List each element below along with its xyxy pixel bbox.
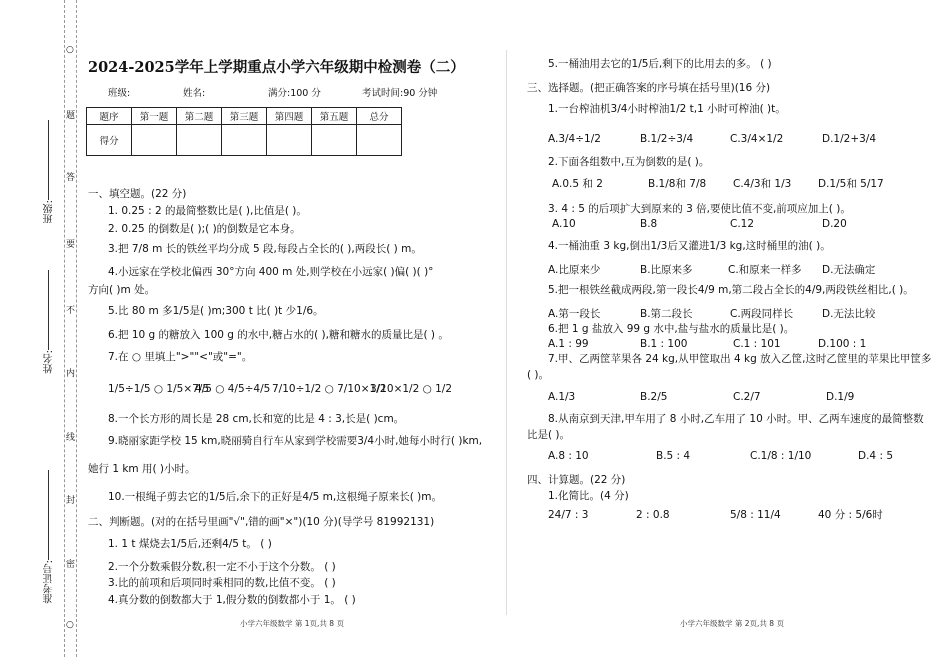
question-text: 2.下面各组数中,互为倒数的是( )。 — [548, 156, 710, 168]
question-text: 6.把 1 g 盐放入 99 g 水中,盐与盐水的质量比是( )。 — [548, 323, 795, 335]
option: C.3/4×1/2 — [730, 133, 784, 145]
seal-char: 密 — [66, 560, 76, 570]
full-score: 满分:100 分 — [268, 88, 321, 99]
seal-char: 要 — [66, 240, 76, 250]
option: D.100 : 1 — [818, 338, 867, 350]
question-text: ( )。 — [527, 369, 550, 381]
seal-circle-top: ○ — [66, 45, 74, 55]
score-cell[interactable] — [177, 125, 222, 156]
score-row-label: 得分 — [87, 125, 132, 156]
compare-item: 4/5 ○ 4/5÷4/5 — [195, 383, 271, 395]
question-text: 7.甲、乙两筐苹果各 24 kg,从甲筐取出 4 kg 放入乙筐,这时乙筐里的苹果比甲筐多 — [548, 353, 932, 365]
option: C.两段同样长 — [730, 308, 794, 320]
score-header: 第四题 — [267, 108, 312, 125]
class-underline — [48, 120, 49, 200]
option: C.1/8 : 1/10 — [750, 450, 812, 462]
section-4-heading: 四、计算题。(22 分) — [527, 474, 626, 486]
question-text: 9.晓丽家距学校 15 km,晓丽骑自行车从家到学校需要3/4小时,她每小时行( )km, — [108, 435, 483, 447]
option: D.无法确定 — [822, 264, 876, 276]
option: B.1 : 100 — [640, 338, 688, 350]
calc-item: 24/7 : 3 — [548, 509, 589, 521]
option: D.4 : 5 — [858, 450, 893, 462]
option: C.1 : 101 — [733, 338, 781, 350]
question-text: 1.一台榨油机3/4小时榨油1/2 t,1 小时可榨油( )t。 — [548, 103, 786, 115]
option: B.5 : 4 — [656, 450, 691, 462]
id-underline — [48, 470, 49, 560]
calc-item: 5/8 : 11/4 — [730, 509, 781, 521]
question-text: 7.在 ○ 里填上">""<"或"="。 — [108, 351, 253, 363]
name-field-label: 姓名: — [183, 88, 206, 99]
question-text: 3. 4 : 5 的后项扩大到原来的 3 倍,要使比值不变,前项应加上( )。 — [548, 203, 851, 215]
option: B.比原来多 — [640, 264, 693, 276]
option: C.和原来一样多 — [728, 264, 802, 276]
section-3-heading: 三、选择题。(把正确答案的序号填在括号里)(16 分) — [527, 82, 771, 94]
score-header: 第五题 — [312, 108, 357, 125]
id-label: 准考证号: — [44, 560, 55, 604]
score-header: 第二题 — [177, 108, 222, 125]
name-label: 姓名: — [44, 350, 55, 374]
question-text: 8.从南京到天津,甲车用了 8 小时,乙车用了 10 小时。甲、乙两车速度的最简整数 — [548, 413, 924, 425]
option: C.4/3和 1/3 — [733, 178, 792, 190]
question-text: 方向( )m 处。 — [88, 284, 156, 296]
name-underline — [48, 270, 49, 350]
section-1-heading: 一、填空题。(22 分) — [88, 188, 187, 200]
score-header: 第一题 — [132, 108, 177, 125]
question-text: 5.把一根铁丝截成两段,第一段长4/9 m,第二段占全长的4/9,两段铁丝相比,( )。 — [548, 284, 914, 296]
question-text: 5.一桶油用去它的1/5后,剩下的比用去的多。 ( ) — [548, 58, 772, 70]
question-text: 1. 0.25 : 2 的最简整数比是( ),比值是( )。 — [108, 205, 307, 217]
option: C.2/7 — [733, 391, 761, 403]
score-cell[interactable] — [312, 125, 357, 156]
option: B.1/8和 7/8 — [648, 178, 707, 190]
option: A.10 — [552, 218, 576, 230]
seal-char: 线 — [66, 433, 76, 443]
question-text: 她行 1 km 用( )小时。 — [88, 463, 196, 475]
class-label: 班级: — [44, 200, 55, 224]
seal-char: 封 — [66, 496, 76, 506]
page-divider — [506, 50, 507, 615]
option: A.第一段长 — [548, 308, 601, 320]
score-header: 题序 — [87, 108, 132, 125]
option: A.比原来少 — [548, 264, 601, 276]
seal-char: 答 — [66, 173, 76, 183]
option: A.1/3 — [548, 391, 576, 403]
option: B.2/5 — [640, 391, 668, 403]
question-text: 4.一桶油重 3 kg,倒出1/3后又灌进1/3 kg,这时桶里的油( )。 — [548, 240, 831, 252]
option: B.第二段长 — [640, 308, 693, 320]
question-text: 4.小远家在学校北偏西 30°方向 400 m 处,则学校在小远家( )偏( )( )° — [108, 266, 434, 278]
question-text: 10.一根绳子剪去它的1/5后,余下的正好是4/5 m,这根绳子原来长( )m。 — [108, 491, 442, 503]
score-header: 总分 — [357, 108, 402, 125]
score-cell[interactable] — [222, 125, 267, 156]
option: B.1/2÷3/4 — [640, 133, 694, 145]
question-text: 4.真分数的倒数都大于 1,假分数的倒数都小于 1。 ( ) — [108, 594, 356, 606]
option: D.无法比较 — [822, 308, 876, 320]
score-table — [86, 107, 402, 156]
score-cell[interactable] — [132, 125, 177, 156]
option: C.12 — [730, 218, 755, 230]
question-text: 6.把 10 g 的糖放入 100 g 的水中,糖占水的( ),糖和糖水的质量比是( ) 。 — [108, 329, 449, 341]
binding-line-inner — [76, 0, 77, 657]
compare-item: 3/10×1/2 ○ 1/2 — [370, 383, 453, 395]
question-text: 3.比的前项和后项同时乘相同的数,比值不变。 ( ) — [108, 577, 336, 589]
exam-title: 2024-2025学年上学期重点小学六年级期中检测卷（二） — [88, 59, 465, 76]
seal-char: 题 — [66, 111, 76, 121]
option: D.1/9 — [826, 391, 855, 403]
seal-char: 内 — [66, 369, 76, 379]
question-text: 1. 1 t 煤烧去1/5后,还剩4/5 t。 ( ) — [108, 538, 272, 550]
option: A.0.5 和 2 — [552, 178, 603, 190]
calc-item: 2 : 0.8 — [636, 509, 670, 521]
question-text: 2.一个分数乘假分数,积一定不小于这个分数。 ( ) — [108, 561, 336, 573]
option: B.8 — [640, 218, 658, 230]
question-text: 8.一个长方形的周长是 28 cm,长和宽的比是 4 : 3,长是( )cm。 — [108, 413, 405, 425]
compare-item: 7/10÷1/2 ○ 7/10×1/2 — [272, 383, 387, 395]
score-header: 第三题 — [222, 108, 267, 125]
option: D.1/5和 5/17 — [818, 178, 884, 190]
seal-char: 不 — [66, 306, 76, 316]
page-footer-2: 小学六年级数学 第 2页,共 8 页 — [680, 619, 784, 628]
class-field-label: 班级: — [108, 88, 131, 99]
seal-circle-bottom: ○ — [66, 620, 74, 630]
question-text: 3.把 7/8 m 长的铁丝平均分成 5 段,每段占全长的( ),两段长( ) m。 — [108, 243, 422, 255]
option: A.8 : 10 — [548, 450, 589, 462]
question-text: 5.比 80 m 多1/5是( )m;300 t 比( )t 少1/6。 — [108, 305, 324, 317]
question-text: 比是( )。 — [527, 429, 571, 441]
score-cell[interactable] — [357, 125, 402, 156]
exam-time: 考试时间:90 分钟 — [362, 88, 438, 99]
question-text: 2. 0.25 的倒数是( );( )的倒数是它本身。 — [108, 223, 301, 235]
option: A.1 : 99 — [548, 338, 589, 350]
score-cell[interactable] — [267, 125, 312, 156]
page-footer-1: 小学六年级数学 第 1页,共 8 页 — [240, 619, 344, 628]
binding-line-outer — [64, 0, 65, 657]
section-2-heading: 二、判断题。(对的在括号里画"√",错的画"×")(10 分)(导学号 81992131) — [88, 516, 435, 528]
question-text: 1.化简比。(4 分) — [548, 490, 629, 502]
compare-item: 1/5÷1/5 ○ 1/5×7/5 — [108, 383, 210, 395]
option: D.20 — [822, 218, 847, 230]
option: A.3/4÷1/2 — [548, 133, 601, 145]
option: D.1/2+3/4 — [822, 133, 877, 145]
calc-item: 40 分 : 5/6时 — [818, 509, 883, 521]
